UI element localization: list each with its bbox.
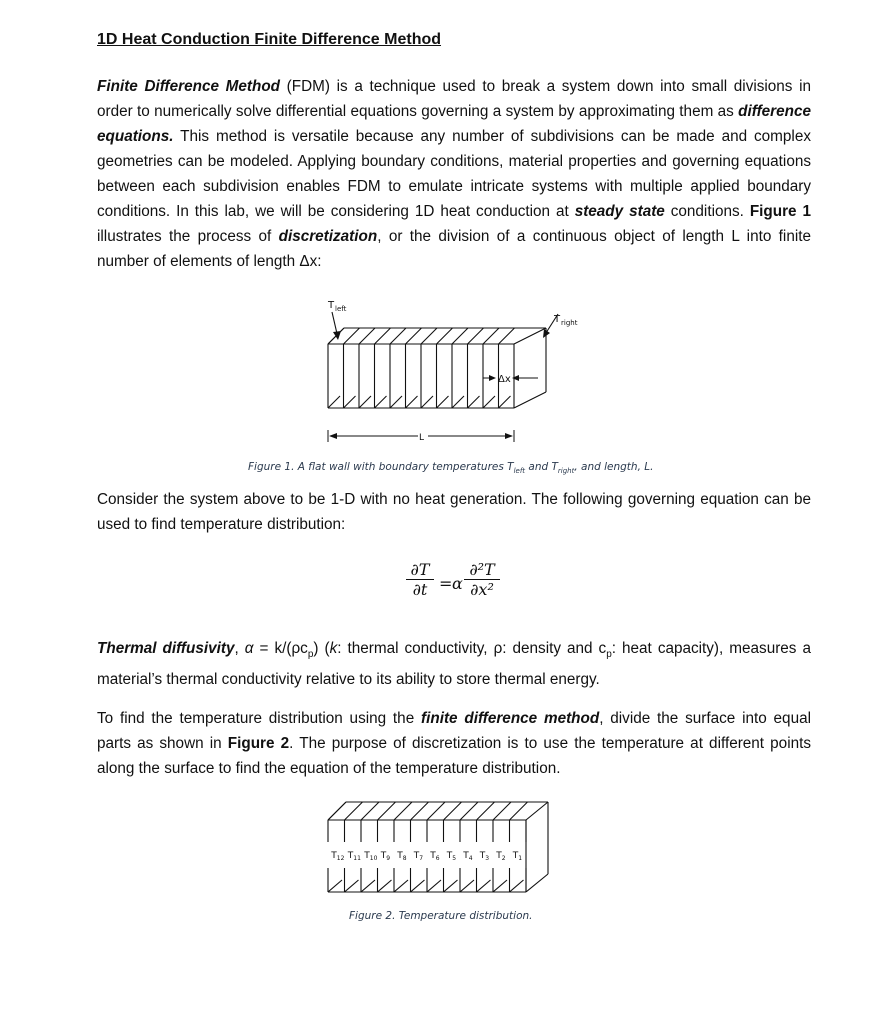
node-label-t5 (446, 851, 457, 862)
text-span: : heat capacity), measures a material’s thermal conductivity relative to its ability to store thermal energy. (97, 640, 811, 689)
hatch-line (421, 396, 433, 408)
node-label-sub: 9 (386, 855, 391, 862)
node-label-sub: 10 (369, 855, 378, 862)
hatch-line (477, 802, 495, 820)
node-label-sub: 12 (336, 855, 345, 862)
t-right-label-main: T (554, 314, 561, 325)
hatch-line (468, 396, 480, 408)
node-label-main: T (380, 851, 387, 861)
hatch-line (328, 396, 340, 408)
hatch-line (344, 328, 360, 344)
hatch-line (345, 802, 363, 820)
hatch-line (411, 880, 425, 892)
hatch-line (427, 802, 445, 820)
hatch-line (477, 880, 491, 892)
hatch-line (375, 396, 387, 408)
t-right-label-sub: right (561, 319, 578, 327)
text-span: . The purpose of discretization is to use the temperature at different points along the surface to find the equation of the temperature distribution. (97, 735, 811, 777)
node-label-t1 (512, 851, 523, 862)
text-span: : thermal conductivity, ρ: density and c (337, 640, 607, 657)
term-fdm-lower: finite difference method (421, 710, 600, 727)
hatch-line (437, 328, 453, 344)
text-span: illustrates the process of (97, 228, 279, 245)
hatch-line (427, 880, 441, 892)
figure-2-caption: Figure 2. Temperature distribution. (349, 910, 533, 922)
node-label-t4 (462, 851, 473, 862)
hatch-line (421, 328, 437, 344)
hatch-line (452, 328, 468, 344)
figure-ref: Figure 1 (749, 203, 811, 220)
text-span: (FDM) is a technique used to break a system down into small divisions in order to numerically solve differential equations governing a system by approximating them as (97, 78, 812, 120)
hatch-line (444, 880, 458, 892)
node-label-t7 (413, 851, 424, 862)
caption-part: , and length, L. (574, 461, 654, 473)
paragraph-governing-intro: Consider the system above to be 1-D with no heat generation. The following governing equation can be used to find temperature distribution: (97, 491, 811, 533)
alpha-symbol: α (452, 574, 463, 593)
hatch-line (444, 802, 462, 820)
node-label-sub: 5 (452, 855, 457, 862)
paragraph-temperature-distribution (97, 706, 811, 781)
paragraph-fdm-intro (97, 74, 811, 274)
k-symbol: k (329, 640, 338, 657)
text-span: To find the temperature distribution using the (97, 710, 421, 727)
text-span: = k/(ρc (253, 640, 308, 657)
hatch-line (499, 328, 515, 344)
heat-equation (392, 556, 522, 616)
node-label-main: T (446, 851, 453, 861)
hatch-line (359, 328, 375, 344)
node-label-main: T (347, 851, 354, 861)
top-hatching (328, 802, 528, 820)
rhs-numerator: ∂²T (469, 560, 495, 579)
node-label-t11 (347, 851, 361, 862)
node-label-main: T (430, 851, 436, 861)
node-label-t6 (429, 851, 440, 862)
node-label-main: T (479, 851, 486, 861)
wall-slices (328, 344, 514, 408)
page-title: 1D Heat Conduction Finite Difference Method (97, 31, 442, 48)
equals-sign: = (439, 574, 453, 593)
caption-sub: right (557, 467, 575, 476)
hatch-line (493, 880, 507, 892)
text-span: This method is versatile because any number of subdivisions can be made and complex geometries can be modeled. Applying boundary conditions, material properties and governing equations between each subdivision enables FDM to emulate intricate systems with multiple applied boundary conditions. In this lab, we will be considering 1D heat conduction at (97, 128, 811, 220)
figure-1-wall-diagram (300, 296, 600, 456)
text-span: ) ( (313, 640, 330, 657)
hatch-line (361, 880, 375, 892)
figure-2-node-diagram (316, 794, 566, 904)
node-label-sub: 4 (468, 855, 473, 862)
hatch-line (406, 328, 422, 344)
node-label-sub: 3 (485, 855, 490, 862)
node-label-main: T (331, 851, 337, 861)
node-label-sub: 2 (501, 855, 506, 862)
node-label-sub: 1 (518, 855, 523, 862)
text-span: , (234, 640, 245, 657)
hatch-line (359, 396, 371, 408)
hatch-line (483, 396, 495, 408)
hatch-line (394, 802, 412, 820)
node-label-main: T (397, 851, 403, 861)
t-left-label-main: T (328, 300, 335, 311)
term-fdm: Finite Difference Method (97, 78, 281, 95)
hatch-line (499, 396, 511, 408)
node-label-sub: 11 (353, 855, 361, 862)
node-label-main: T (364, 851, 370, 861)
hatch-line (483, 328, 499, 344)
hatch-line (510, 802, 528, 820)
subscript-p: p (307, 649, 314, 661)
node-label-main: T (496, 851, 502, 861)
hatch-line (468, 328, 484, 344)
hatch-line (493, 802, 511, 820)
rhs-fraction (464, 560, 500, 599)
paragraph-thermal-diffusivity (97, 636, 811, 692)
hatch-line (394, 880, 408, 892)
term-thermal-diffusivity: Thermal diffusivity (97, 640, 235, 657)
hatch-line (460, 880, 474, 892)
hatch-line (406, 396, 418, 408)
node-label-t10 (363, 851, 377, 862)
node-label-t8 (396, 851, 407, 862)
node-label-t3 (479, 851, 490, 862)
node-label-t12 (330, 851, 344, 862)
caption-part: and T (525, 461, 558, 473)
term-steady-state: steady state (574, 203, 665, 220)
node-label-sub: 6 (435, 855, 440, 862)
hatch-line (378, 880, 392, 892)
hatch-line (328, 880, 342, 892)
term-difference-equations: difference equations. (97, 103, 811, 145)
hatch-line (460, 802, 478, 820)
text-span: , divide the surface into equal parts as shown in (97, 710, 811, 752)
rhs-denominator: ∂x² (470, 580, 494, 599)
hatch-line (510, 880, 524, 892)
caption-part: Figure 1. A flat wall with boundary temperatures T (248, 461, 514, 473)
hatch-line (390, 328, 406, 344)
t-left-label-sub: left (335, 305, 347, 313)
bottom-hatching (328, 880, 524, 892)
node-label-sub: 7 (419, 855, 424, 862)
hatch-line (375, 328, 391, 344)
hatch-line (452, 396, 464, 408)
lhs-numerator: ∂T (410, 560, 430, 579)
node-label-t2 (495, 851, 506, 862)
alpha-symbol: α (244, 640, 254, 657)
top-hatching (328, 328, 515, 344)
node-label-main: T (463, 851, 469, 861)
hatch-line (328, 802, 346, 820)
text-span: conditions. (664, 203, 750, 220)
subscript-p: p (606, 649, 612, 661)
lhs-denominator: ∂t (412, 580, 428, 599)
figure-ref: Figure 2 (227, 735, 290, 752)
slice-lines-top (328, 820, 526, 842)
t-left-arrow (332, 312, 341, 340)
term-discretization: discretization (278, 228, 378, 245)
node-label-main: T (512, 851, 519, 861)
hatch-line (437, 396, 449, 408)
node-label-main: T (413, 851, 420, 861)
node-label-t9 (380, 851, 391, 862)
node-labels (330, 851, 522, 862)
hatch-line (344, 396, 356, 408)
hatch-line (390, 396, 402, 408)
dx-label: Δx (498, 374, 511, 385)
node-label-sub: 8 (402, 855, 407, 862)
length-label: L (419, 433, 425, 443)
lhs-fraction (406, 560, 434, 599)
caption-sub: left (513, 467, 526, 476)
hatch-line (361, 802, 379, 820)
hatch-line (345, 880, 359, 892)
text-span: , or the division of a continuous object of length L into finite number of elements of length Δx: (97, 228, 811, 270)
hatch-line (411, 802, 429, 820)
hatch-line (378, 802, 396, 820)
figure-1-caption (248, 461, 653, 475)
